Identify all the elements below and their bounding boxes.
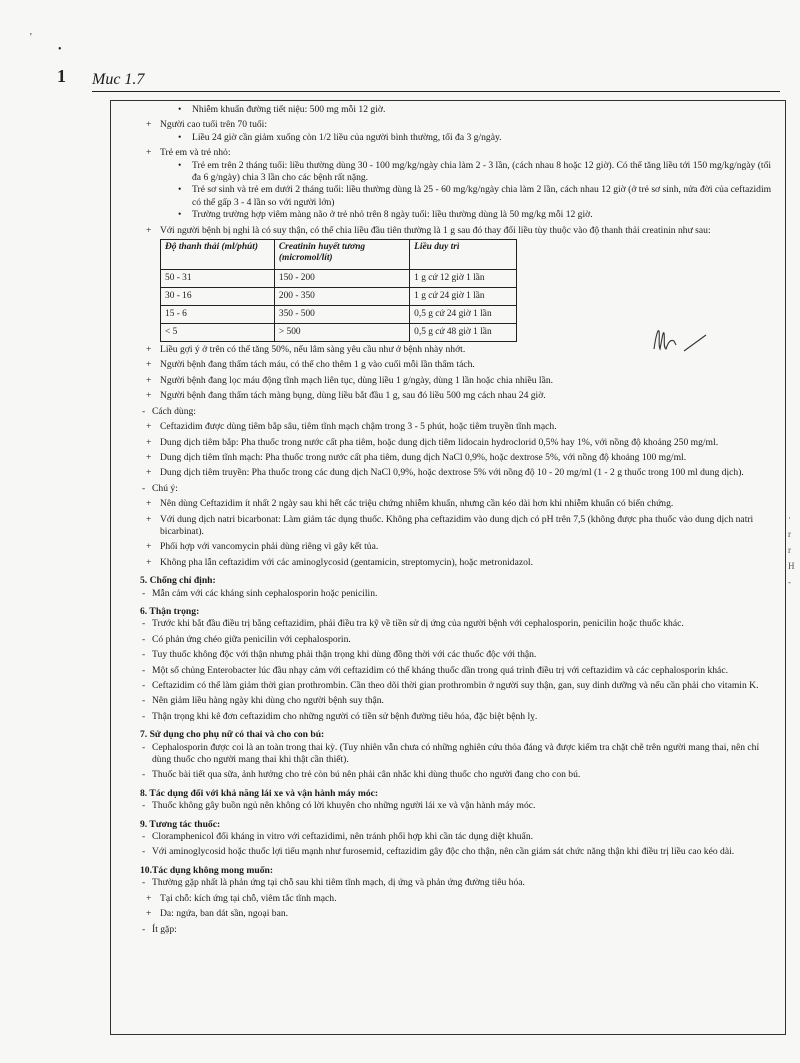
bullet-item: • Trường trường hợp viêm màng não ở trẻ nhỏ trên 8 ngày tuổi: liều thường dùng là 50 mg/kg mỗi 12 giờ.: [140, 209, 780, 221]
list-item: + Không pha lẫn ceftazidim với các aminoglycosid (gentamicin, streptomycin), hoặc metronidazol.: [140, 557, 780, 569]
scan-edge-mark: H: [788, 561, 795, 571]
list-item: - Mẫn cảm với các kháng sinh cephalosporin hoặc penicilin.: [140, 588, 780, 600]
list-item: + Với dung dịch natri bicarbonat: Làm giảm tác dụng thuốc. Không pha ceftazidim vào dung dịch có pH trên 7,5 (không được pha thuốc vào dung dịch natri bicarbinat).: [140, 514, 780, 539]
list-item: - Chú ý:: [140, 483, 780, 495]
list-item: + Liều gợi ý ở trên có thể tăng 50%, nếu lâm sàng yêu cầu như ở bệnh nhày nhớt.: [140, 344, 780, 356]
bullet-item: • Liều 24 giờ cần giảm xuống còn 1/2 liều của người bình thường, tối đa 3 g/ngày.: [140, 132, 780, 144]
list-item: - Với aminoglycosid hoặc thuốc lợi tiểu mạnh như furosemid, ceftazidim gây độc cho thận, nên cần giám sát chức năng thận khi điều trị liều cao kéo dài.: [140, 846, 780, 858]
table-cell: 1 g cứ 24 giờ 1 lần: [410, 288, 517, 306]
table-cell: 1 g cứ 12 giờ 1 lần: [410, 270, 517, 288]
document-body: [140, 104, 780, 936]
scan-edge-mark: -: [788, 577, 791, 587]
section-body: [140, 831, 780, 859]
list-item: + Dung dịch tiêm tĩnh mạch: Pha thuốc trong nước cất pha tiêm, dung dịch NaCl 0,9%, hoặc dextrose 5%, với nồng độ khoảng 100 mg/ml.: [140, 452, 780, 464]
list-item: - Thuốc không gây buồn ngủ nên không có lời khuyên cho những người lái xe và vận hành máy móc.: [140, 800, 780, 812]
section-body: [140, 742, 780, 782]
list-item: + Phối hợp với vancomycin phải dùng riêng vì gây kết tủa.: [140, 541, 780, 553]
list-item: - Tuy thuốc không độc với thận nhưng phải thận trọng khi dùng đồng thời với các thuốc độc với thận.: [140, 649, 780, 661]
scan-edge-mark: ·: [788, 513, 791, 523]
section-heading: 10.Tác dụng không mong muốn:: [140, 864, 274, 876]
table-cell: 200 - 350: [274, 288, 409, 306]
table-row: [161, 324, 517, 342]
bullet-item: • Trẻ sơ sinh và trẻ em dưới 2 tháng tuổi: liều thường dùng là 25 - 60 mg/kg/ngày chia làm 2 lần, cách nhau 12 giờ (ở trẻ sơ sinh, nửa đời của ceftazidim có thể gấp 3 - 4 lần so với người lớn): [140, 184, 780, 209]
list-item: + Dung dịch tiêm truyền: Pha thuốc trong các dung dịch NaCl 0,9%, hoặc dextrose 5% với nồng độ 10 - 20 mg/ml (1 - 2 g thuốc trong 100 ml dung dịch).: [140, 467, 780, 479]
handwritten-initials: [650, 325, 710, 355]
list-item: + Trẻ em và trẻ nhỏ:: [140, 147, 780, 159]
table-cell: 0,5 g cứ 24 giờ 1 lần: [410, 306, 517, 324]
section-body: [140, 588, 780, 600]
list-item: + Tại chỗ: kích ứng tại chỗ, viêm tắc tĩnh mạch.: [140, 893, 780, 905]
table-cell: 0,5 g cứ 48 giờ 1 lần: [410, 324, 517, 342]
list-item: + Người bệnh đang thẩm tách màng bụng, dùng liều bắt đầu 1 g, sau đó liều 500 mg cách nhau 24 giờ.: [140, 390, 780, 402]
table-row: [161, 306, 517, 324]
list-item: + Nên dùng Ceftazidim ít nhất 2 ngày sau khi hết các triệu chứng nhiễm khuẩn, nhưng cần kéo dài hơn khi nhiễm khuẩn có biến chứng.: [140, 498, 780, 510]
header-rule: [92, 91, 780, 92]
section-heading: 5. Chống chỉ định:: [140, 575, 216, 587]
table-header-row: [161, 240, 517, 270]
list-item: - Nên giảm liều hàng ngày khi dùng cho người bệnh suy thận.: [140, 695, 780, 707]
scan-mark: ': [30, 32, 32, 43]
list-item: - Ít gặp:: [140, 924, 780, 936]
table-cell: > 500: [274, 324, 409, 342]
list-item: + Người bệnh đang lọc máu động tĩnh mạch liên tục, dùng liều 1 g/ngày, dùng 1 lần hoặc chia nhiều lần.: [140, 375, 780, 387]
section-heading: 6. Thận trọng:: [140, 605, 200, 617]
dosage-list: [140, 104, 780, 237]
list-item: - Trước khi bắt đầu điều trị bằng ceftazidim, phải điều tra kỹ về tiền sử dị ứng của người bệnh với cephalosporin, penicilin hoặc thuốc khác.: [140, 618, 780, 630]
table-cell: 350 - 500: [274, 306, 409, 324]
table-cell: 15 - 6: [161, 306, 275, 324]
scan-mark: •: [58, 44, 62, 55]
table-cell: < 5: [161, 324, 275, 342]
table-header-cell: Creatinin huyết tương (micromol/lít): [274, 240, 409, 270]
list-item: + Người bệnh đang thẩm tách máu, có thể cho thêm 1 g vào cuối mỗi lần thẩm tách.: [140, 359, 780, 371]
bullet-item: • Trẻ em trên 2 tháng tuổi: liều thường dùng 30 - 100 mg/kg/ngày chia làm 2 - 3 lần, (cách nhau 8 hoặc 12 giờ). Có thể tăng liều tới 150 mg/kg/ngày (tối đa 6 g/ngày) chia 3 lần cho các bệnh rất nặng.: [140, 160, 780, 185]
scan-edge-mark: r: [788, 529, 791, 539]
numbered-sections: [140, 575, 780, 936]
scan-mark: 1: [57, 66, 66, 86]
usage-notes-list: [140, 344, 780, 569]
scan-edge-marks: [788, 510, 795, 590]
section-body: [140, 877, 780, 936]
list-item: - Cloramphenicol đối kháng in vitro với ceftazidimi, nên tránh phối hợp khi cần tác dụng diệt khuẩn.: [140, 831, 780, 843]
table-header-cell: Liều duy trì: [410, 240, 517, 270]
list-item: - Ceftazidim có thể làm giảm thời gian prothrombin. Cần theo dõi thời gian prothrombin ở người suy thận, gan, suy dinh dưỡng và nếu cần phải cho vitamin K.: [140, 680, 780, 692]
table-cell: 150 - 200: [274, 270, 409, 288]
table-row: [161, 288, 517, 306]
renal-dose-table: [160, 239, 517, 342]
table-cell: 30 - 16: [161, 288, 275, 306]
list-item: - Thường gặp nhất là phản ứng tại chỗ sau khi tiêm tĩnh mạch, dị ứng và phản ứng đường tiêu hóa.: [140, 877, 780, 889]
list-item: + Ceftazidim được dùng tiêm bắp sâu, tiêm tĩnh mạch chậm trong 3 - 5 phút, hoặc tiêm truyền tĩnh mạch.: [140, 421, 780, 433]
list-item: + Dung dịch tiêm bắp: Pha thuốc trong nước cất pha tiêm, hoặc dung dịch tiêm lidocain hydroclorid 0,5% hay 1%, với nồng độ khoảng 250 mg/ml.: [140, 437, 780, 449]
section-heading: 7. Sử dụng cho phụ nữ có thai và cho con bú:: [140, 729, 325, 741]
list-item: - Cách dùng:: [140, 406, 780, 418]
list-item: + Với người bệnh bị nghi là có suy thận, có thể chia liều đầu tiên thường là 1 g sau đó thay đổi liều tùy thuộc vào độ thanh thải creatinin như sau:: [140, 225, 780, 237]
table-header-cell: Độ thanh thải (ml/phút): [161, 240, 275, 270]
bullet-item: • Nhiễm khuẩn đường tiết niệu: 500 mg mỗi 12 giờ.: [140, 104, 780, 116]
section-body: [140, 800, 780, 812]
section-body: [140, 618, 780, 723]
scan-edge-mark: r: [788, 545, 791, 555]
section-heading: 8. Tác dụng đối với khả năng lái xe và vận hành máy móc:: [140, 787, 379, 799]
list-item: - Có phản ứng chéo giữa penicilin với cephalosporin.: [140, 634, 780, 646]
list-item: - Cephalosporin được coi là an toàn trong thai kỳ. (Tuy nhiên vẫn chưa có những nghiên cứu thỏa đáng và được kiểm tra chặt chẽ trên người mang thai, nên chỉ dùng thuốc cho người mang thai khi thật cần thiết).: [140, 742, 780, 767]
section-heading: 9. Tương tác thuốc:: [140, 818, 221, 830]
page-header-title: Muc 1.7: [92, 71, 145, 88]
list-item: - Thuốc bài tiết qua sữa, ảnh hưởng cho trẻ còn bú nên phải cân nhắc khi dùng thuốc cho người đang cho con bú.: [140, 769, 780, 781]
table-cell: 50 - 31: [161, 270, 275, 288]
table-row: [161, 270, 517, 288]
list-item: + Da: ngứa, ban dát sần, ngoại ban.: [140, 908, 780, 920]
list-item: + Người cao tuổi trên 70 tuổi:: [140, 119, 780, 131]
list-item: - Thận trọng khi kê đơn ceftazidim cho những người có tiền sử bệnh đường tiêu hóa, đặc biệt bệnh lỵ.: [140, 711, 780, 723]
list-item: - Một số chủng Enterobacter lúc đầu nhạy cảm với ceftazidim có thể kháng thuốc dần trong quá trình điều trị với ceftazidim và các cephalosporin khác.: [140, 665, 780, 677]
